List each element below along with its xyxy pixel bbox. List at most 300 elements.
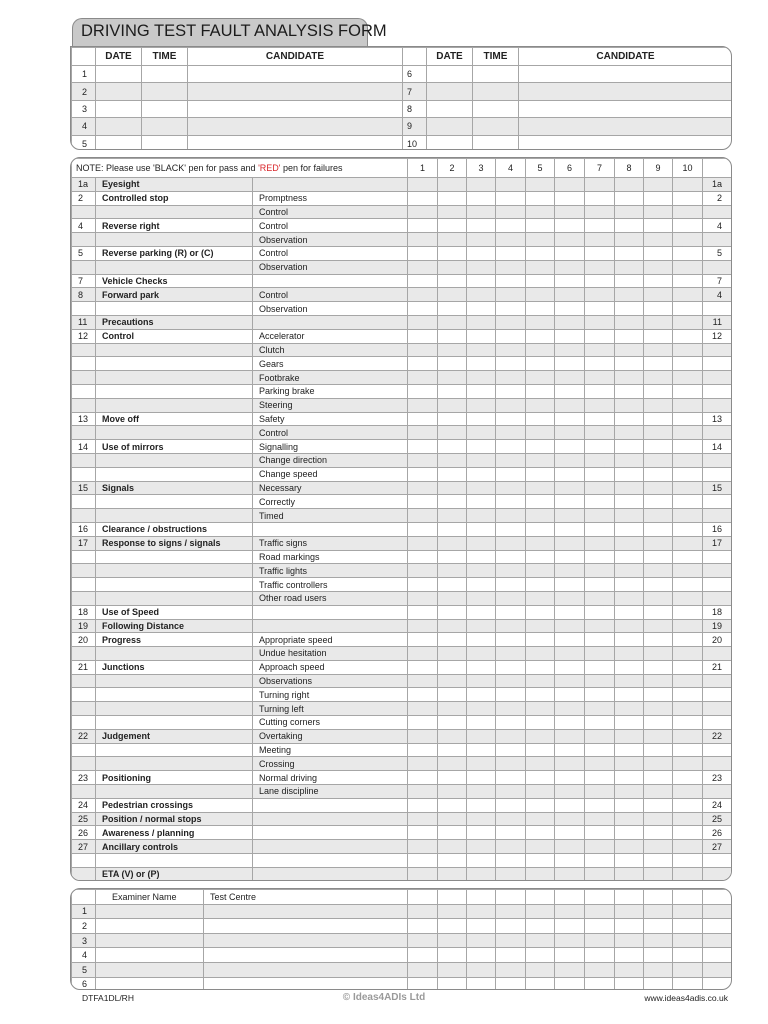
mark-cell[interactable]: [555, 564, 585, 578]
mark-cell[interactable]: [496, 771, 526, 785]
mark-cell[interactable]: [644, 467, 673, 481]
mark-cell[interactable]: [408, 453, 438, 467]
mark-cell[interactable]: [496, 729, 526, 743]
mark-cell[interactable]: [585, 605, 615, 619]
mark-cell[interactable]: [585, 716, 615, 730]
mark-cell[interactable]: [673, 329, 703, 343]
mark-cell[interactable]: [438, 619, 467, 633]
time-cell[interactable]: [142, 135, 188, 150]
mark-cell[interactable]: [496, 219, 526, 233]
mark-cell[interactable]: [615, 495, 644, 509]
mark-cell[interactable]: [555, 329, 585, 343]
mark-cell[interactable]: [526, 219, 555, 233]
mark-cell[interactable]: [526, 647, 555, 661]
mark-cell[interactable]: [526, 840, 555, 854]
mark-cell[interactable]: [408, 288, 438, 302]
mark-cell[interactable]: [644, 840, 673, 854]
mark-cell[interactable]: [673, 371, 703, 385]
mark-cell[interactable]: [496, 453, 526, 467]
mark-cell[interactable]: [467, 246, 496, 260]
mark-cell[interactable]: [615, 743, 644, 757]
mark-cell[interactable]: [526, 329, 555, 343]
date-cell[interactable]: [427, 66, 473, 83]
mark-cell[interactable]: [555, 840, 585, 854]
mark-cell[interactable]: [467, 564, 496, 578]
mark-cell[interactable]: [585, 904, 615, 919]
mark-cell[interactable]: [644, 867, 673, 881]
mark-cell[interactable]: [673, 219, 703, 233]
mark-cell[interactable]: [555, 674, 585, 688]
mark-cell[interactable]: [438, 564, 467, 578]
mark-cell[interactable]: [703, 977, 733, 990]
mark-cell[interactable]: [496, 274, 526, 288]
mark-cell[interactable]: [585, 509, 615, 523]
mark-cell[interactable]: [585, 867, 615, 881]
mark-cell[interactable]: [496, 495, 526, 509]
mark-cell[interactable]: [438, 743, 467, 757]
mark-cell[interactable]: [673, 591, 703, 605]
mark-cell[interactable]: [526, 702, 555, 716]
mark-cell[interactable]: [615, 702, 644, 716]
mark-cell[interactable]: [408, 371, 438, 385]
mark-cell[interactable]: [526, 233, 555, 247]
mark-cell[interactable]: [496, 578, 526, 592]
mark-cell[interactable]: [467, 948, 496, 963]
mark-cell[interactable]: [408, 302, 438, 316]
mark-cell[interactable]: [555, 509, 585, 523]
mark-cell[interactable]: [615, 619, 644, 633]
mark-cell[interactable]: [408, 509, 438, 523]
time-cell[interactable]: [142, 66, 188, 83]
mark-cell[interactable]: [438, 509, 467, 523]
mark-cell[interactable]: [644, 729, 673, 743]
candidate-cell[interactable]: [519, 83, 733, 100]
mark-cell[interactable]: [585, 260, 615, 274]
mark-cell[interactable]: [526, 771, 555, 785]
mark-cell[interactable]: [615, 191, 644, 205]
mark-cell[interactable]: [496, 933, 526, 948]
mark-cell[interactable]: [496, 660, 526, 674]
mark-cell[interactable]: [585, 453, 615, 467]
mark-cell[interactable]: [408, 854, 438, 868]
mark-cell[interactable]: [555, 440, 585, 454]
mark-cell[interactable]: [408, 191, 438, 205]
mark-cell[interactable]: [408, 591, 438, 605]
candidate-cell[interactable]: [519, 118, 733, 135]
mark-cell[interactable]: [408, 205, 438, 219]
mark-cell[interactable]: [496, 591, 526, 605]
mark-cell[interactable]: [408, 578, 438, 592]
mark-cell[interactable]: [467, 660, 496, 674]
mark-cell[interactable]: [615, 716, 644, 730]
mark-cell[interactable]: [644, 357, 673, 371]
mark-cell[interactable]: [526, 619, 555, 633]
mark-cell[interactable]: [438, 729, 467, 743]
mark-cell[interactable]: [467, 398, 496, 412]
examiner-name-cell[interactable]: [96, 933, 204, 948]
date-cell[interactable]: [96, 83, 142, 100]
mark-cell[interactable]: [496, 191, 526, 205]
mark-cell[interactable]: [438, 481, 467, 495]
mark-cell[interactable]: [673, 674, 703, 688]
mark-cell[interactable]: [496, 522, 526, 536]
mark-cell[interactable]: [496, 357, 526, 371]
mark-cell[interactable]: [615, 467, 644, 481]
mark-cell[interactable]: [555, 619, 585, 633]
mark-cell[interactable]: [438, 260, 467, 274]
mark-cell[interactable]: [496, 716, 526, 730]
mark-cell[interactable]: [496, 619, 526, 633]
mark-cell[interactable]: [585, 674, 615, 688]
mark-cell[interactable]: [526, 785, 555, 799]
mark-cell[interactable]: [526, 371, 555, 385]
date-cell[interactable]: [427, 118, 473, 135]
mark-cell[interactable]: [467, 426, 496, 440]
mark-cell[interactable]: [673, 919, 703, 934]
mark-cell[interactable]: [615, 178, 644, 192]
mark-cell[interactable]: [496, 550, 526, 564]
mark-cell[interactable]: [467, 962, 496, 977]
mark-cell[interactable]: [496, 343, 526, 357]
mark-cell[interactable]: [467, 757, 496, 771]
date-cell[interactable]: [427, 83, 473, 100]
mark-cell[interactable]: [467, 812, 496, 826]
mark-cell[interactable]: [585, 219, 615, 233]
mark-cell[interactable]: [644, 398, 673, 412]
mark-cell[interactable]: [703, 962, 733, 977]
mark-cell[interactable]: [408, 729, 438, 743]
mark-cell[interactable]: [438, 371, 467, 385]
mark-cell[interactable]: [526, 933, 555, 948]
mark-cell[interactable]: [644, 233, 673, 247]
mark-cell[interactable]: [555, 412, 585, 426]
mark-cell[interactable]: [408, 233, 438, 247]
mark-cell[interactable]: [408, 743, 438, 757]
mark-cell[interactable]: [673, 481, 703, 495]
mark-cell[interactable]: [703, 948, 733, 963]
mark-cell[interactable]: [408, 812, 438, 826]
time-cell[interactable]: [473, 118, 519, 135]
mark-cell[interactable]: [467, 205, 496, 219]
mark-cell[interactable]: [408, 962, 438, 977]
mark-cell[interactable]: [438, 948, 467, 963]
mark-cell[interactable]: [555, 578, 585, 592]
mark-cell[interactable]: [408, 867, 438, 881]
mark-cell[interactable]: [496, 536, 526, 550]
mark-cell[interactable]: [644, 371, 673, 385]
mark-cell[interactable]: [526, 357, 555, 371]
mark-cell[interactable]: [496, 233, 526, 247]
mark-cell[interactable]: [438, 329, 467, 343]
mark-cell[interactable]: [496, 288, 526, 302]
mark-cell[interactable]: [467, 977, 496, 990]
mark-cell[interactable]: [408, 536, 438, 550]
mark-cell[interactable]: [408, 688, 438, 702]
test-centre-cell[interactable]: [204, 962, 408, 977]
mark-cell[interactable]: [673, 826, 703, 840]
mark-cell[interactable]: [555, 716, 585, 730]
examiner-name-cell[interactable]: [96, 962, 204, 977]
mark-cell[interactable]: [555, 315, 585, 329]
mark-cell[interactable]: [644, 826, 673, 840]
mark-cell[interactable]: [615, 962, 644, 977]
mark-cell[interactable]: [615, 826, 644, 840]
mark-cell[interactable]: [408, 426, 438, 440]
mark-cell[interactable]: [673, 246, 703, 260]
mark-cell[interactable]: [585, 826, 615, 840]
mark-cell[interactable]: [496, 315, 526, 329]
mark-cell[interactable]: [615, 412, 644, 426]
mark-cell[interactable]: [555, 384, 585, 398]
mark-cell[interactable]: [615, 343, 644, 357]
mark-cell[interactable]: [644, 702, 673, 716]
mark-cell[interactable]: [615, 729, 644, 743]
mark-cell[interactable]: [585, 288, 615, 302]
mark-cell[interactable]: [644, 633, 673, 647]
mark-cell[interactable]: [615, 550, 644, 564]
mark-cell[interactable]: [585, 467, 615, 481]
mark-cell[interactable]: [438, 315, 467, 329]
mark-cell[interactable]: [467, 467, 496, 481]
mark-cell[interactable]: [438, 274, 467, 288]
mark-cell[interactable]: [703, 933, 733, 948]
mark-cell[interactable]: [496, 812, 526, 826]
mark-cell[interactable]: [644, 453, 673, 467]
mark-cell[interactable]: [438, 757, 467, 771]
mark-cell[interactable]: [673, 233, 703, 247]
mark-cell[interactable]: [644, 660, 673, 674]
mark-cell[interactable]: [644, 384, 673, 398]
mark-cell[interactable]: [438, 246, 467, 260]
mark-cell[interactable]: [496, 178, 526, 192]
mark-cell[interactable]: [526, 274, 555, 288]
mark-cell[interactable]: [673, 605, 703, 619]
mark-cell[interactable]: [615, 205, 644, 219]
mark-cell[interactable]: [526, 578, 555, 592]
date-cell[interactable]: [96, 118, 142, 135]
mark-cell[interactable]: [526, 288, 555, 302]
mark-cell[interactable]: [644, 509, 673, 523]
candidate-cell[interactable]: [188, 100, 403, 117]
mark-cell[interactable]: [526, 716, 555, 730]
mark-cell[interactable]: [585, 919, 615, 934]
mark-cell[interactable]: [673, 412, 703, 426]
time-cell[interactable]: [142, 100, 188, 117]
mark-cell[interactable]: [526, 798, 555, 812]
time-cell[interactable]: [473, 66, 519, 83]
mark-cell[interactable]: [585, 933, 615, 948]
candidate-cell[interactable]: [188, 135, 403, 150]
mark-cell[interactable]: [585, 798, 615, 812]
mark-cell[interactable]: [438, 633, 467, 647]
examiner-name-cell[interactable]: [96, 977, 204, 990]
mark-cell[interactable]: [526, 812, 555, 826]
mark-cell[interactable]: [673, 647, 703, 661]
mark-cell[interactable]: [644, 591, 673, 605]
mark-cell[interactable]: [408, 440, 438, 454]
mark-cell[interactable]: [408, 481, 438, 495]
candidate-cell[interactable]: [519, 100, 733, 117]
mark-cell[interactable]: [615, 246, 644, 260]
mark-cell[interactable]: [496, 798, 526, 812]
mark-cell[interactable]: [526, 398, 555, 412]
mark-cell[interactable]: [703, 919, 733, 934]
mark-cell[interactable]: [585, 550, 615, 564]
mark-cell[interactable]: [526, 440, 555, 454]
mark-cell[interactable]: [555, 743, 585, 757]
mark-cell[interactable]: [644, 948, 673, 963]
mark-cell[interactable]: [496, 647, 526, 661]
mark-cell[interactable]: [615, 481, 644, 495]
mark-cell[interactable]: [585, 329, 615, 343]
mark-cell[interactable]: [585, 688, 615, 702]
mark-cell[interactable]: [467, 315, 496, 329]
mark-cell[interactable]: [408, 384, 438, 398]
mark-cell[interactable]: [467, 440, 496, 454]
mark-cell[interactable]: [555, 798, 585, 812]
mark-cell[interactable]: [526, 315, 555, 329]
mark-cell[interactable]: [467, 495, 496, 509]
mark-cell[interactable]: [615, 757, 644, 771]
mark-cell[interactable]: [585, 977, 615, 990]
mark-cell[interactable]: [585, 398, 615, 412]
mark-cell[interactable]: [585, 647, 615, 661]
mark-cell[interactable]: [438, 798, 467, 812]
mark-cell[interactable]: [615, 522, 644, 536]
mark-cell[interactable]: [585, 191, 615, 205]
candidate-cell[interactable]: [188, 83, 403, 100]
mark-cell[interactable]: [467, 619, 496, 633]
mark-cell[interactable]: [408, 702, 438, 716]
mark-cell[interactable]: [585, 840, 615, 854]
mark-cell[interactable]: [438, 647, 467, 661]
time-cell[interactable]: [473, 100, 519, 117]
mark-cell[interactable]: [615, 904, 644, 919]
mark-cell[interactable]: [585, 274, 615, 288]
mark-cell[interactable]: [585, 205, 615, 219]
mark-cell[interactable]: [585, 757, 615, 771]
mark-cell[interactable]: [438, 233, 467, 247]
mark-cell[interactable]: [438, 812, 467, 826]
mark-cell[interactable]: [408, 826, 438, 840]
mark-cell[interactable]: [585, 522, 615, 536]
mark-cell[interactable]: [673, 357, 703, 371]
mark-cell[interactable]: [438, 977, 467, 990]
mark-cell[interactable]: [467, 605, 496, 619]
mark-cell[interactable]: [526, 674, 555, 688]
mark-cell[interactable]: [467, 854, 496, 868]
mark-cell[interactable]: [615, 578, 644, 592]
mark-cell[interactable]: [438, 674, 467, 688]
mark-cell[interactable]: [673, 688, 703, 702]
mark-cell[interactable]: [673, 785, 703, 799]
mark-cell[interactable]: [644, 743, 673, 757]
mark-cell[interactable]: [438, 412, 467, 426]
mark-cell[interactable]: [496, 426, 526, 440]
mark-cell[interactable]: [673, 522, 703, 536]
mark-cell[interactable]: [526, 962, 555, 977]
mark-cell[interactable]: [408, 564, 438, 578]
mark-cell[interactable]: [467, 840, 496, 854]
mark-cell[interactable]: [467, 798, 496, 812]
mark-cell[interactable]: [585, 812, 615, 826]
date-cell[interactable]: [96, 66, 142, 83]
mark-cell[interactable]: [526, 948, 555, 963]
mark-cell[interactable]: [644, 343, 673, 357]
mark-cell[interactable]: [555, 605, 585, 619]
mark-cell[interactable]: [585, 357, 615, 371]
mark-cell[interactable]: [673, 716, 703, 730]
mark-cell[interactable]: [408, 785, 438, 799]
mark-cell[interactable]: [526, 633, 555, 647]
mark-cell[interactable]: [615, 315, 644, 329]
mark-cell[interactable]: [496, 329, 526, 343]
mark-cell[interactable]: [467, 867, 496, 881]
mark-cell[interactable]: [526, 977, 555, 990]
mark-cell[interactable]: [408, 647, 438, 661]
mark-cell[interactable]: [496, 674, 526, 688]
mark-cell[interactable]: [438, 302, 467, 316]
mark-cell[interactable]: [438, 578, 467, 592]
mark-cell[interactable]: [615, 302, 644, 316]
mark-cell[interactable]: [555, 398, 585, 412]
mark-cell[interactable]: [438, 688, 467, 702]
mark-cell[interactable]: [467, 785, 496, 799]
mark-cell[interactable]: [673, 440, 703, 454]
mark-cell[interactable]: [496, 440, 526, 454]
mark-cell[interactable]: [526, 660, 555, 674]
mark-cell[interactable]: [526, 867, 555, 881]
mark-cell[interactable]: [467, 933, 496, 948]
mark-cell[interactable]: [438, 467, 467, 481]
test-centre-cell[interactable]: [204, 933, 408, 948]
mark-cell[interactable]: [585, 426, 615, 440]
mark-cell[interactable]: [408, 522, 438, 536]
mark-cell[interactable]: [673, 205, 703, 219]
mark-cell[interactable]: [673, 288, 703, 302]
mark-cell[interactable]: [408, 398, 438, 412]
candidate-cell[interactable]: [519, 66, 733, 83]
mark-cell[interactable]: [585, 771, 615, 785]
mark-cell[interactable]: [555, 757, 585, 771]
mark-cell[interactable]: [644, 550, 673, 564]
mark-cell[interactable]: [496, 854, 526, 868]
mark-cell[interactable]: [408, 840, 438, 854]
mark-cell[interactable]: [615, 440, 644, 454]
mark-cell[interactable]: [673, 977, 703, 990]
mark-cell[interactable]: [408, 495, 438, 509]
mark-cell[interactable]: [673, 509, 703, 523]
mark-cell[interactable]: [467, 826, 496, 840]
mark-cell[interactable]: [555, 812, 585, 826]
mark-cell[interactable]: [644, 191, 673, 205]
mark-cell[interactable]: [585, 854, 615, 868]
mark-cell[interactable]: [644, 205, 673, 219]
mark-cell[interactable]: [496, 867, 526, 881]
mark-cell[interactable]: [408, 274, 438, 288]
candidate-cell[interactable]: [519, 135, 733, 150]
mark-cell[interactable]: [585, 315, 615, 329]
mark-cell[interactable]: [467, 919, 496, 934]
mark-cell[interactable]: [408, 716, 438, 730]
mark-cell[interactable]: [585, 962, 615, 977]
mark-cell[interactable]: [673, 798, 703, 812]
mark-cell[interactable]: [408, 605, 438, 619]
mark-cell[interactable]: [496, 481, 526, 495]
mark-cell[interactable]: [555, 948, 585, 963]
mark-cell[interactable]: [408, 315, 438, 329]
mark-cell[interactable]: [496, 948, 526, 963]
